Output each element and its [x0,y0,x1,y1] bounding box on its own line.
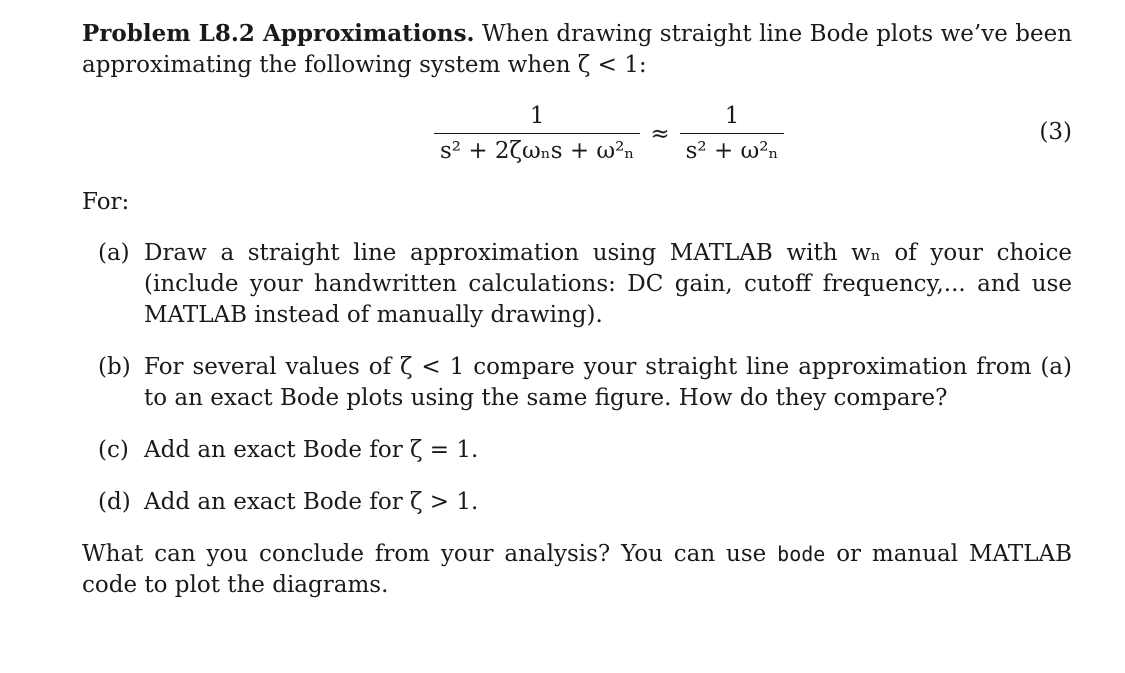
approx-symbol: ≈ [650,121,670,147]
problem-intro-text: When drawing straight line Bode plots we’ve been approximating the following system when ζ < 1: [82,21,1073,78]
item-label: (b) [98,354,131,380]
item-text: Add an exact Bode for ζ = 1. [144,437,479,463]
for-label: For: [82,189,130,215]
list-item [98,435,1072,466]
item-text: Draw a straight line approximation using MATLAB with wₙ of your choice (include your handwritten calculations: DC gain, cutoff frequency,... and use MATLAB instead of manually drawing). [144,240,1072,328]
bode-code: bode [777,542,826,566]
item-label: (d) [98,489,131,515]
item-label: (a) [98,240,130,266]
closing-paragraph [82,539,1072,601]
list-item [98,238,1072,331]
equation-body [430,89,788,179]
rhs-denominator: s² + ω²ₙ [685,137,779,164]
equation-number: (3) [1039,119,1072,145]
item-label: (c) [98,437,129,463]
closing-text-before: What can you conclude from your analysis? You can use [82,541,767,567]
lhs-numerator: 1 [529,102,545,129]
item-text: For several values of ζ < 1 compare your straight line approximation from (a) to an exact Bode plots using the same figure. How do they compare? [144,354,1072,411]
equation-3 [82,89,1072,187]
problem-title: Problem L8.2 Approximations. [82,20,475,47]
list-item [98,487,1072,518]
closing-text-after: or manual MATLAB code to plot the diagrams. [82,541,1072,598]
document-page [82,18,1072,601]
problem-items-list [82,238,1072,518]
item-text: Add an exact Bode for ζ > 1. [144,489,479,515]
rhs-fraction [680,103,785,166]
list-item [98,352,1072,414]
lhs-fraction [434,103,640,166]
rhs-numerator: 1 [724,102,740,129]
lhs-denominator: s² + 2ζωₙs + ω²ₙ [440,137,635,164]
problem-intro-paragraph [82,18,1072,81]
